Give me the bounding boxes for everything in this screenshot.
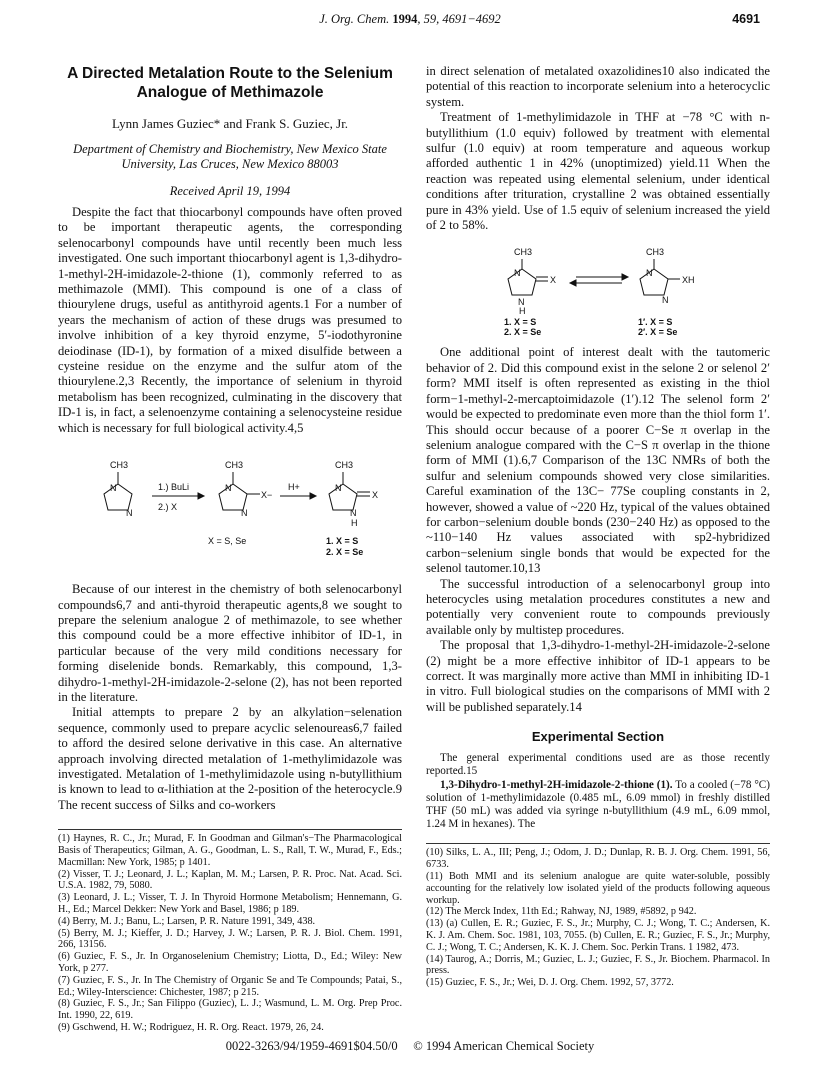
imidazole-ring (104, 484, 132, 510)
scheme2-ch3-a: CH3 (514, 247, 533, 258)
paragraph-tautomer: One additional point of interest dealt with the tautomeric behavior of 2. Did this compound exist in the selone 2 or selenol 2′ form? MMI itself is often represented as existing in the thiol form−1-methyl-2-mercaptoimidazole (1′).12 The selenol form 2′ would be expected to predominate even more than the thiol form 1′. This should occur because of a poorer C−Se π overlap in the selenium analogue compared with the C−S π overlap in the thione form of MMI (1).6,7 Comparison of the 13C NMRs of both the sulfur and selenium compounds showed very close similarities. Careful examination of the 13C− 77Se coupling constants in 2, however, showed a value of ~220 Hz, typical of the values obtained for carbon−selenium double bonds (230−240 Hz) as opposed to the ~110−140 Hz values associated with sp2-hybridized carbon−selenium single bonds that would be expected for the selenol tautomer.10,13 (426, 345, 770, 576)
scheme1-ch3-b: CH3 (225, 460, 244, 471)
reference-item: (6) Guziec, F. S., Jr. In Organoselenium Chemistry; Liotta, D., Ed.; Wiley: New York, p 277. (58, 951, 402, 974)
scheme1-n-f: N (350, 508, 357, 519)
scheme2-n-b: N (518, 297, 525, 308)
scheme1-ch3-a: CH3 (110, 460, 129, 471)
reference-item: (9) Gschwend, H. W.; Rodriguez, H. R. Org. React. 1979, 26, 24. (58, 1021, 324, 1033)
scheme2-n-d: N (662, 295, 669, 306)
scheme2-xh: XH (682, 275, 695, 286)
reference-item: (4) Berry, M. J.; Banu, L.; Larsen, P. R. Nature 1991, 349, 438. (58, 915, 316, 927)
scheme1-h: H (351, 518, 358, 529)
scheme2-ch3-b: CH3 (646, 247, 665, 258)
article-code: 0022-3263/94/1959-4691$04.50/0 (225, 1039, 398, 1053)
scheme1-condition: X = S, Se (208, 536, 247, 547)
experimental-procedure (426, 779, 770, 832)
reference-item: (12) The Merck Index, 11th Ed.; Rahway, NJ, 1989, #5892, p 942. (426, 906, 697, 918)
scheme-2 (426, 241, 770, 337)
received-date: Received April 19, 1994 (169, 184, 291, 198)
left-references (58, 829, 402, 1034)
journal-name: J. Org. Chem. (319, 12, 390, 26)
scheme1-label-2: 2. X = Se (326, 547, 364, 558)
scheme1-n-e: N (335, 483, 342, 494)
paragraph-interest: Because of our interest in the chemistry of both selenocarbonyl compounds6,7 and anti-thyroid therapeutic agents,8 we sought to prepare the selenium analogue 2 of methimazole, to see whether this compound could be a more effective inhibitor of ID-1, in particular because of the very mild conditions necessary for forming diselenide bonds. Remarkably, this compound, 1,3-dihydro-1-methyl-2H-imidazole-2-selone (2), has not been reported in the literature. (58, 582, 402, 704)
reference-item: (1) Haynes, R. C., Jr.; Murad, F. In Goodman and Gilman's−The Pharmacological Basis of Therapeutics; Gilman, A. G., Goodman, L. S., Rall, T. W., Murad, F., Eds.; Macmillan: New York, 1985; p 1401. (58, 833, 402, 868)
reference-item: (14) Taurog, A.; Dorris, M.; Guziec, L. J.; Guziec, F. S., Jr. Biochem. Pharmacol. In press. (426, 953, 770, 977)
reference-item: (2) Visser, T. J.; Leonard, J. L.; Kaplan, M. M.; Larsen, P. R. Proc. Nat. Acad. Sci. U.S.A. 1982, 79, 5080. (58, 868, 402, 892)
copyright: © 1994 American Chemical Society (413, 1039, 595, 1053)
experimental-general: The general experimental conditions used are as those recently reported.15 (426, 752, 770, 778)
scheme1-x-minus: X− (261, 490, 273, 501)
scheme1-n-a: N (110, 483, 117, 494)
scheme2-label-1: 1. X = S (504, 317, 537, 328)
scheme1-ch3-c: CH3 (335, 460, 354, 471)
journal-volume-pages: , 59, 4691−4692 (417, 12, 501, 26)
reference-item: (3) Leonard, J. L.; Visser, T. J. In Thyroid Hormone Metabolism; Hennemann, G. H., Ed.; Marcel Dekker: New York and Basel, 1986; p 189. (58, 892, 402, 915)
reference-item: (13) (a) Cullen, E. R.; Guziec, F. S., Jr.; Murphy, C. J.; Wong, T. C.; Andersen, K. K. J. Am. Chem. Soc. 1981, 103, 7055. (b) Cullen, E. R.; Guziec, F. S., Jr.; Murphy, C. J.; Wong, T. C.; Andersen, K. K. J. Chem. Soc. Perkin Trans. 1 1982, 473. (426, 918, 770, 953)
scheme2-n-a: N (514, 268, 521, 279)
scheme2-label-2: 2. X = Se (504, 327, 542, 338)
scheme-1-drawing (58, 444, 402, 574)
scheme1-reagent1: 1.) BuLi (158, 482, 190, 493)
journal-citation (60, 12, 760, 27)
scheme2-x: X (550, 275, 557, 286)
reference-item: (5) Berry, M. J.; Kieffer, J. D.; Harvey, J. W.; Larsen, P. R. J. Biol. Chem. 1991, 266, 13156. (58, 927, 402, 951)
page-number: 4691 (732, 12, 760, 26)
paragraph-intro: Despite the fact that thiocarbonyl compounds have often proved to be important therapeutic agents, the corresponding selenocarbonyl compounds have until recently been much less investigated. One such important thiocarbonyl agent is 1,3-dihydro-1-methyl-2H-imidazole-2-thione (1), commonly referred to as methimazole (MMI). This compound is one of a class of thiourylene drugs, useful as antithyroid agents.1 For a number of years the mechanism of action of these drugs was presumed to involve inhibition of a key thyroid enzyme, 5′-iodothyronine deiodinase (ID-1), by formation of a mixed disulfide between a cysteine residue on the enzyme and the sulfur atom of the thiourylene.2,3 Recently, the importance of selenium in thyroid metabolism has been recognized, culminating in the discovery that ID-1 is, in fact, a selenoenzyme containing a selenocysteine residue which is necessary for full biological activity.4,5 (58, 205, 402, 435)
scheme2-label-1p: 1′. X = S (638, 317, 673, 328)
left-column (58, 64, 402, 1034)
scheme1-n-d: N (241, 508, 248, 519)
article-authors: Lynn James Guziec* and Frank S. Guziec, Jr. (111, 116, 349, 131)
reference-item: (11) Both MMI and its selenium analogue are quite water-soluble, possibly accounting for the relatively low isolated yield of the products following aqueous workup. (426, 871, 770, 906)
journal-year: 1994 (392, 12, 418, 26)
scheme2-n-c: N (646, 268, 653, 279)
scheme1-n-c: N (225, 483, 232, 494)
paragraph-proposal: The proposal that 1,3-dihydro-1-methyl-2H-imidazole-2-selone (2) might be a more effective inhibitor of ID-1 appears to be correct. It was marginally more active than MMI in inhibiting ID-1 in vitro. Full biological studies on the comparisons of MMI with 2 will be published separately.14 (426, 638, 770, 714)
experimental-heading: Experimental Section (531, 729, 665, 745)
scheme-2-drawing (426, 241, 770, 337)
scheme1-x: X (372, 490, 379, 501)
page-footer (0, 1039, 820, 1054)
reference-item: (15) Guziec, F. S., Jr.; Wei, D. J. Org. Chem. 1992, 57, 3772. (426, 977, 674, 989)
article-title: A Directed Metalation Route to the Selenium Analogue of Methimazole (67, 65, 393, 101)
paragraph-treatment: Treatment of 1-methylimidazole in THF at −78 °C with n-butyllithium (1.0 equiv) followed by treatment with elemental sulfur (1.0 equiv) at room temperature and aqueous workup afforded authentic 1 in 42% (unoptimized) yield.11 When the reaction was repeated using elemental selenium, under identical conditions after trituration, crystalline 2 was obtained essentially pure in 43% yield. Use of 1.5 equiv of selenium increased the yield of 2 to 58%. (426, 110, 770, 233)
reference-item: (7) Guziec, F. S., Jr. In The Chemistry of Organic Se and Te Compounds; Patai, S., Ed.; Wiley-Interscience: Chichester, 1987; p 215. (58, 974, 402, 998)
right-column (426, 64, 770, 989)
paragraph-successful: The successful introduction of a selenocarbonyl group into heterocycles using metalation procedures constitutes a new and potentially very convenient route to compounds previously available only by multistep procedures. (426, 576, 770, 637)
article-affiliation: Department of Chemistry and Biochemistry, New Mexico State University, Las Cruces, New Mexico 88003 (73, 142, 387, 171)
scheme1-reagent2: 2.) X (158, 502, 178, 513)
scheme1-hplus: H+ (288, 482, 300, 493)
procedure-text: To a cooled (−78 °C) solution of 1-methylimidazole (0.485 mL, 6.09 mmol) in freshly distilled THF (50 mL) was added via syringe n-butyllithium (4.9 mL, 6.09 mmol, 1.24 M in hexanes). The (426, 778, 770, 831)
scheme2-label-2p: 2′. X = Se (638, 327, 678, 338)
paragraph-attempts: Initial attempts to prepare 2 by an alkylation−selenation sequence, commonly used to prepare acyclic selenoureas6,7 failed to afford the desired selone derivative in this case. An alternative approach involving directed metalation of 1-methylimidazole was investigated. Metalation of 1-methylimidazole using n-butyllithium is known to lead to α-lithiation at the 2-position of the heterocycle.9 The recent success of Silks and co-workers (58, 705, 402, 812)
running-header (60, 12, 760, 30)
paragraph-continued: in direct selenation of metalated oxazolidines10 also indicated the potential of this reaction to incorporate selenium into a heterocyclic system. (426, 64, 770, 109)
scheme1-n-b: N (126, 508, 133, 519)
scheme-1 (58, 444, 402, 574)
compound-heading: 1,3-Dihydro-1-methyl-2H-imidazole-2-thione (1). (440, 778, 673, 791)
right-references (426, 843, 770, 989)
reference-item: (8) Guziec, F. S., Jr.; San Filippo (Guziec), L. J.; Wasmund, L. M. Org. Prep Proc. Int. 1990, 22, 619. (58, 998, 402, 1022)
scheme2-h: H (519, 306, 526, 317)
reference-item: (10) Silks, L. A., III; Peng, J.; Odom, J. D.; Dunlap, R. B. J. Org. Chem. 1991, 56, 6733. (426, 847, 770, 871)
scheme1-label-1: 1. X = S (326, 536, 359, 547)
